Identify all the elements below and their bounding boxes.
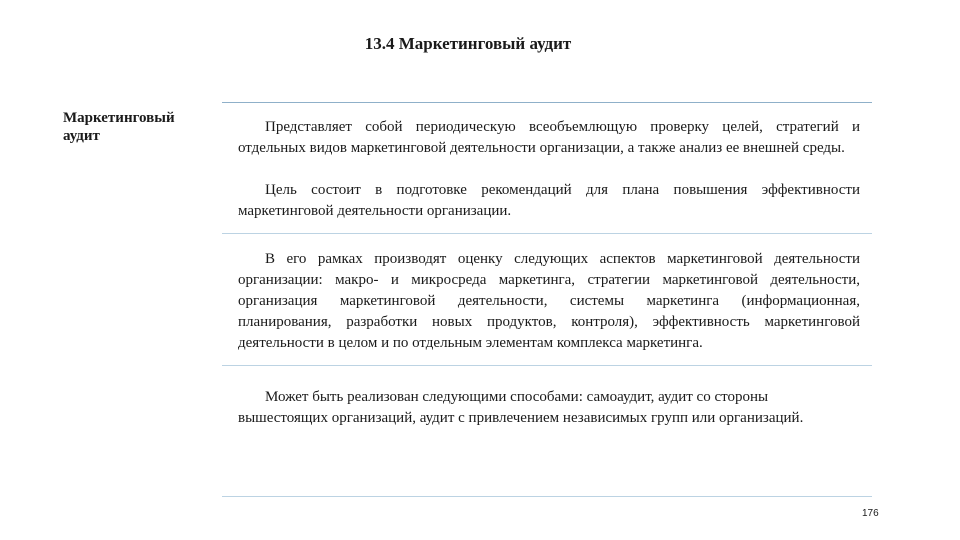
- divider-top: [222, 102, 872, 103]
- term-label: Маркетинговый аудит: [63, 110, 175, 144]
- page-number: 176: [862, 508, 879, 519]
- page-title: 13.4 Маркетинговый аудит: [364, 34, 572, 53]
- paragraph-methods: Может быть реализован следующими способами: самоаудит, аудит со стороны вышестоящих организаций, аудит с привлечением независимых групп или организаций.: [238, 389, 804, 426]
- paragraph-definition: Представляет собой периодическую всеобъемлющую проверку целей, стратегий и отдельных видов маркетинговой деятельности организации, а также анализ ее внешней среды.: [238, 119, 860, 156]
- divider-middle: [222, 233, 872, 234]
- divider-lower: [222, 365, 872, 366]
- paragraph-aspects: В его рамках производят оценку следующих аспектов маркетинговой деятельности организации: макро- и микросреда маркетинга, стратегии маркетинговой деятельности, организация маркетинговой деятельности, системы маркетинга (информационная, планирования, разработки новых продуктов, контроля), эффективность маркетинговой деятельности в целом и по отдельным элементам комплекса маркетинга.: [238, 251, 860, 351]
- divider-bottom: [222, 496, 872, 497]
- paragraph-goal: Цель состоит в подготовке рекомендаций для плана повышения эффективности маркетинговой деятельности организации.: [238, 182, 860, 219]
